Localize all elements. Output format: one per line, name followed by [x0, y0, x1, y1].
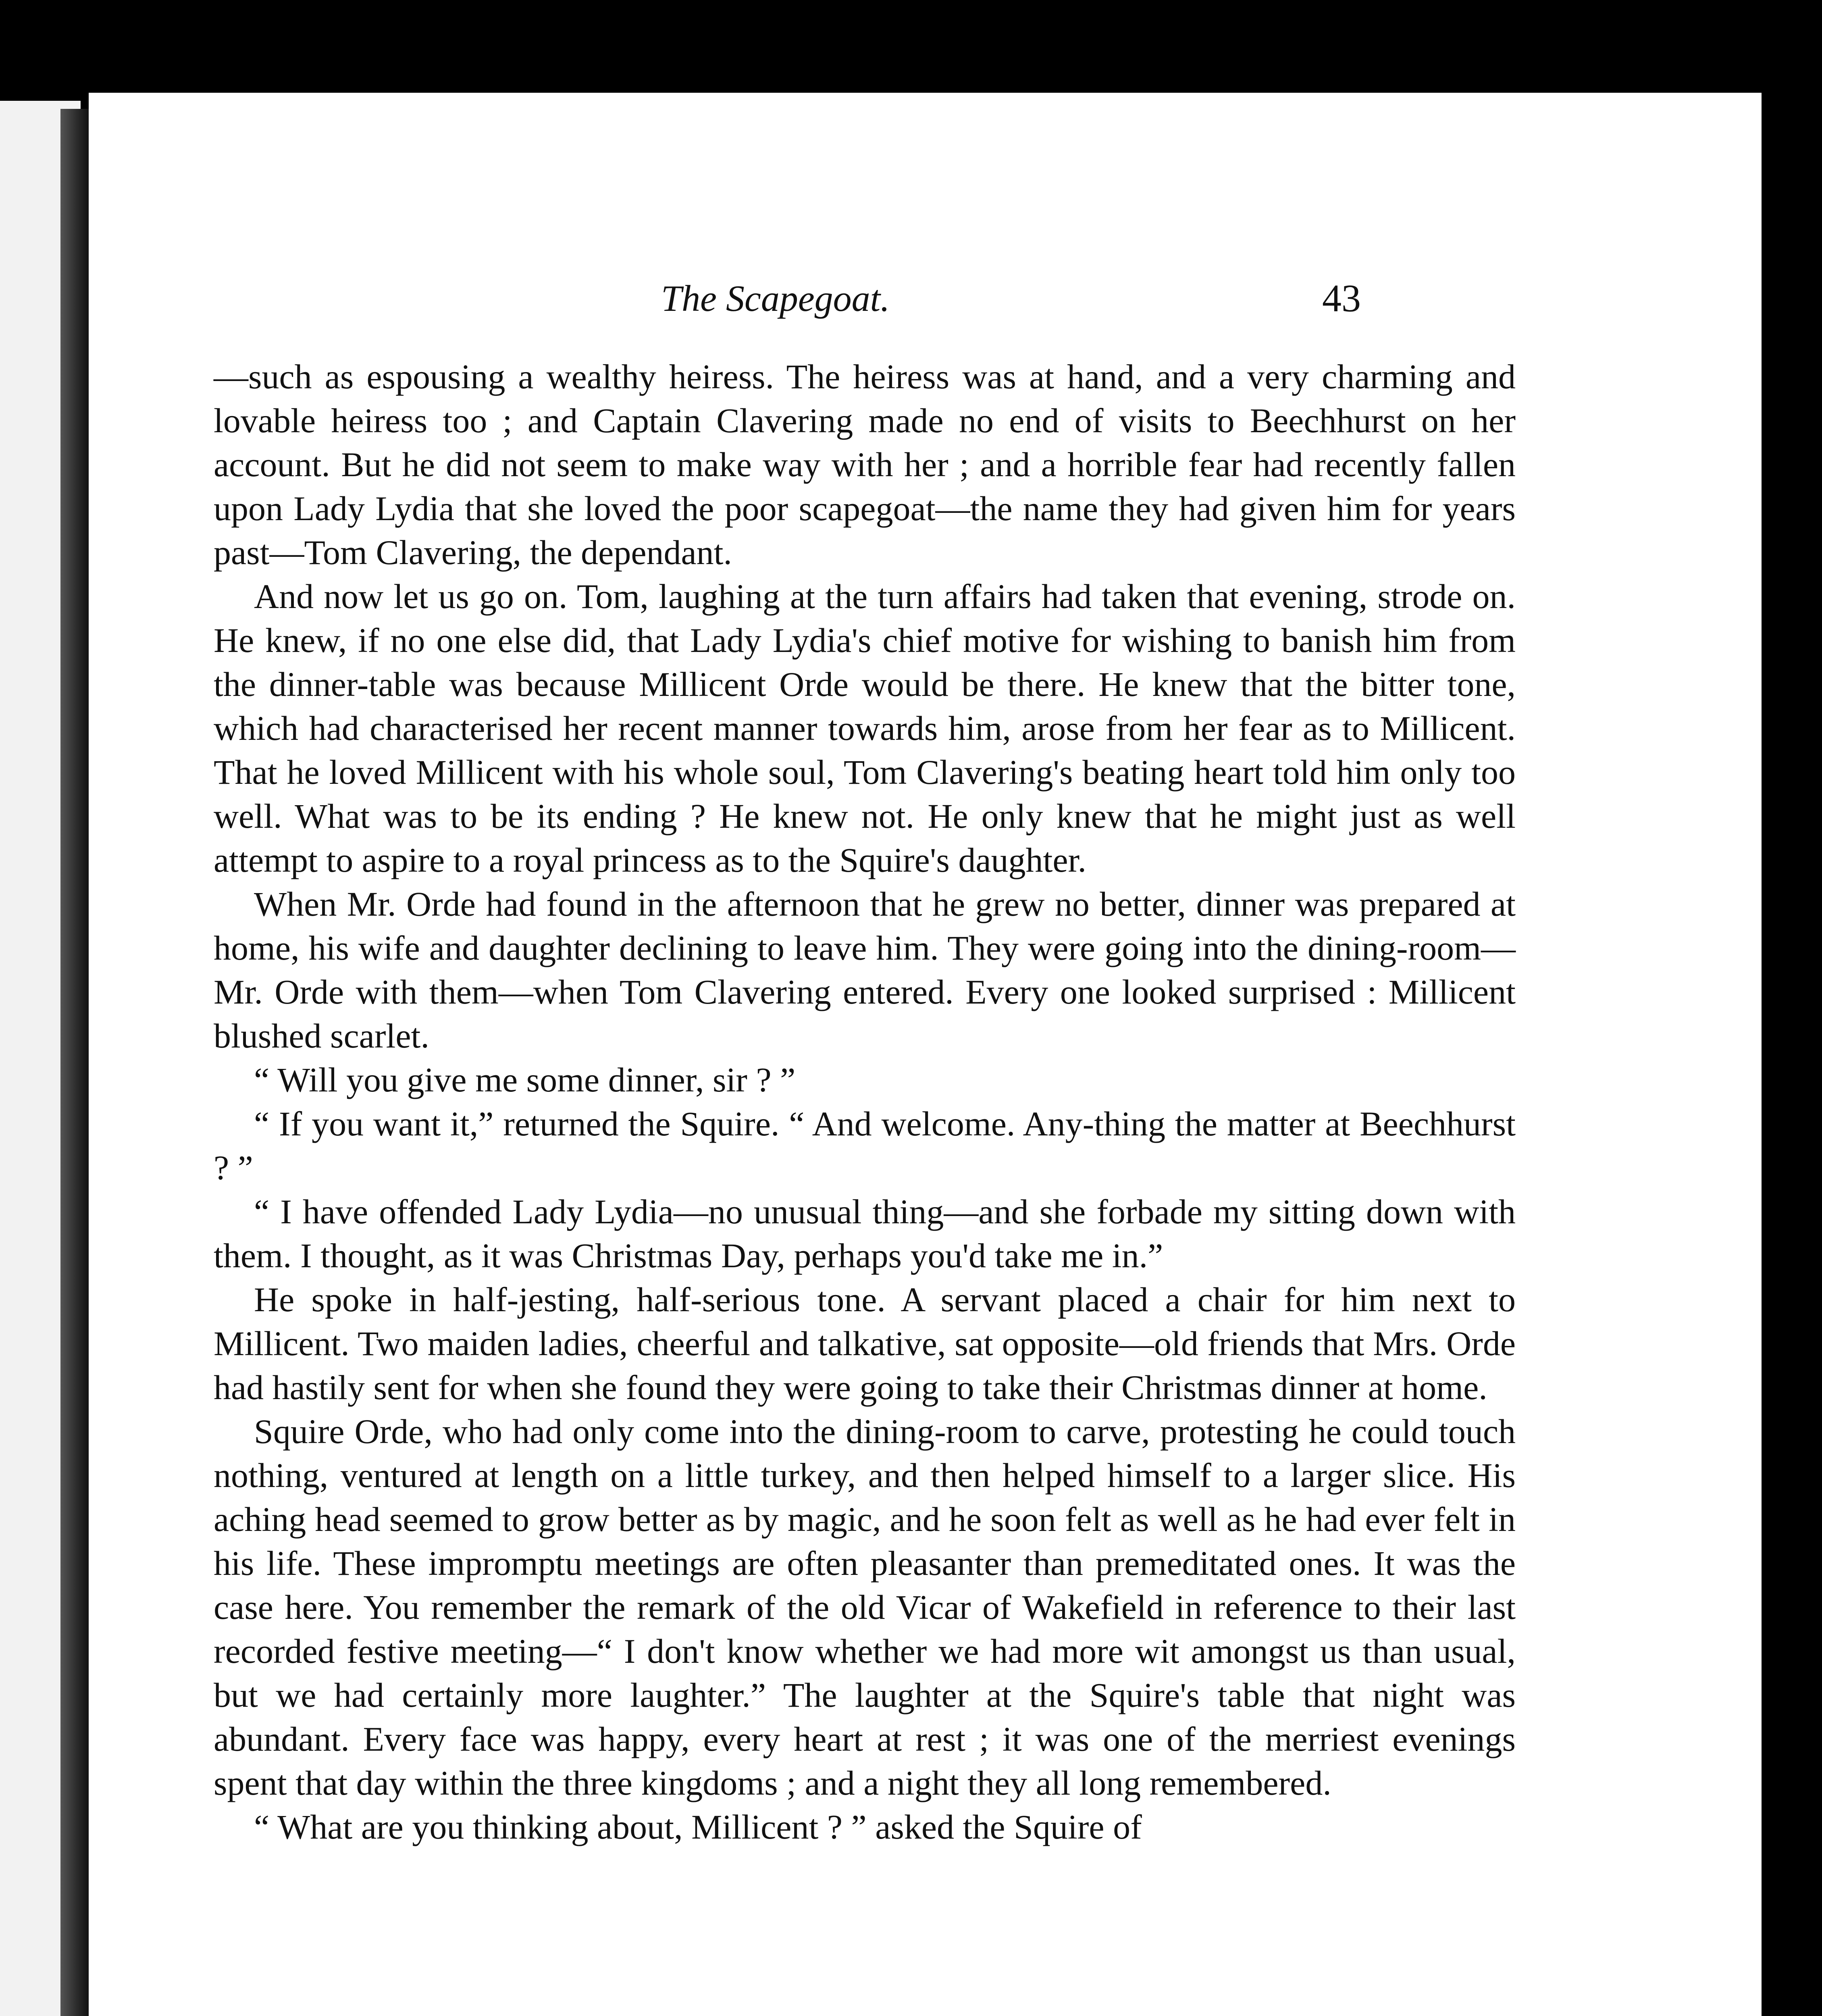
paragraph: He spoke in half-jesting, half-serious tone. A servant placed a chair for him next to Millicent. Two maiden ladies, cheerful and talkative, sat opposite—old friends that Mrs. Orde had hastily sent for when she found they were going to take their Christmas dinner at home.: [214, 1280, 1516, 1407]
paragraph: “ If you want it,” returned the Squire. “ And welcome. Any-thing the matter at Beechhurst ? ”: [214, 1104, 1516, 1187]
paragraph: “ What are you thinking about, Millicent ? ” asked the Squire of: [254, 1808, 1142, 1846]
paragraph: “ I have offended Lady Lydia—no unusual thing—and she forbade my sitting down with them. I thought, as it was Christmas Day, perhaps you'd take me in.”: [214, 1192, 1516, 1275]
book-page: [89, 93, 1762, 2016]
running-head: [89, 270, 1762, 339]
book-gutter-shadow: [60, 109, 89, 2016]
page-number: 43: [1322, 277, 1361, 320]
running-title: The Scapegoat.: [661, 278, 890, 319]
paragraph: “ Will you give me some dinner, sir ? ”: [254, 1060, 796, 1099]
paragraph: When Mr. Orde had found in the afternoon that he grew no better, dinner was prepared at home, his wife and daughter declining to leave him. They were going into the dining-room—Mr. Orde with them—when Tom Clavering entered. Every one looked surprised : Millicent blushed scarlet.: [214, 885, 1516, 1055]
paragraph: —such as espousing a wealthy heiress. The heiress was at hand, and a very charming and lovable heiress too ; and Captain Clavering made no end of visits to Beechhurst on her account. But he did not seem to make way with her ; and a horrible fear had recently fallen upon Lady Lydia that she loved the poor scapegoat—the name they had given him for years past—Tom Clavering, the dependant.: [214, 357, 1516, 572]
paragraph: And now let us go on. Tom, laughing at the turn affairs had taken that evening, strode on. He knew, if no one else did, that Lady Lydia's chief motive for wishing to banish him from the dinner-table was because Millicent Orde would be there. He knew that the bitter tone, which had characterised her recent manner towards him, arose from her fear as to Millicent. That he loved Millicent with his whole soul, Tom Clavering's beating heart told him only too well. What was to be its ending ? He knew not. He only knew that he might just as well attempt to aspire to a royal princess as to the Squire's daughter.: [214, 577, 1516, 879]
body-text: [214, 355, 1516, 1849]
paragraph: Squire Orde, who had only come into the dining-room to carve, protesting he could touch nothing, ventured at length on a little turkey, and then helped himself to a larger slice. His aching head seemed to grow better as by magic, and he soon felt as well as he had ever felt in his life. These impromptu meetings are often pleasanter than premeditated ones. It was the case here. You remember the remark of the old Vicar of Wakefield in reference to their last recorded festive meeting—“ I don't know whether we had more wit amongst us than usual, but we had certainly more laughter.” The laughter at the Squire's table that night was abundant. Every face was happy, every heart at rest ; it was one of the merriest evenings spent that day within the three kingdoms ; and a night they all long remembered.: [214, 1412, 1516, 1802]
